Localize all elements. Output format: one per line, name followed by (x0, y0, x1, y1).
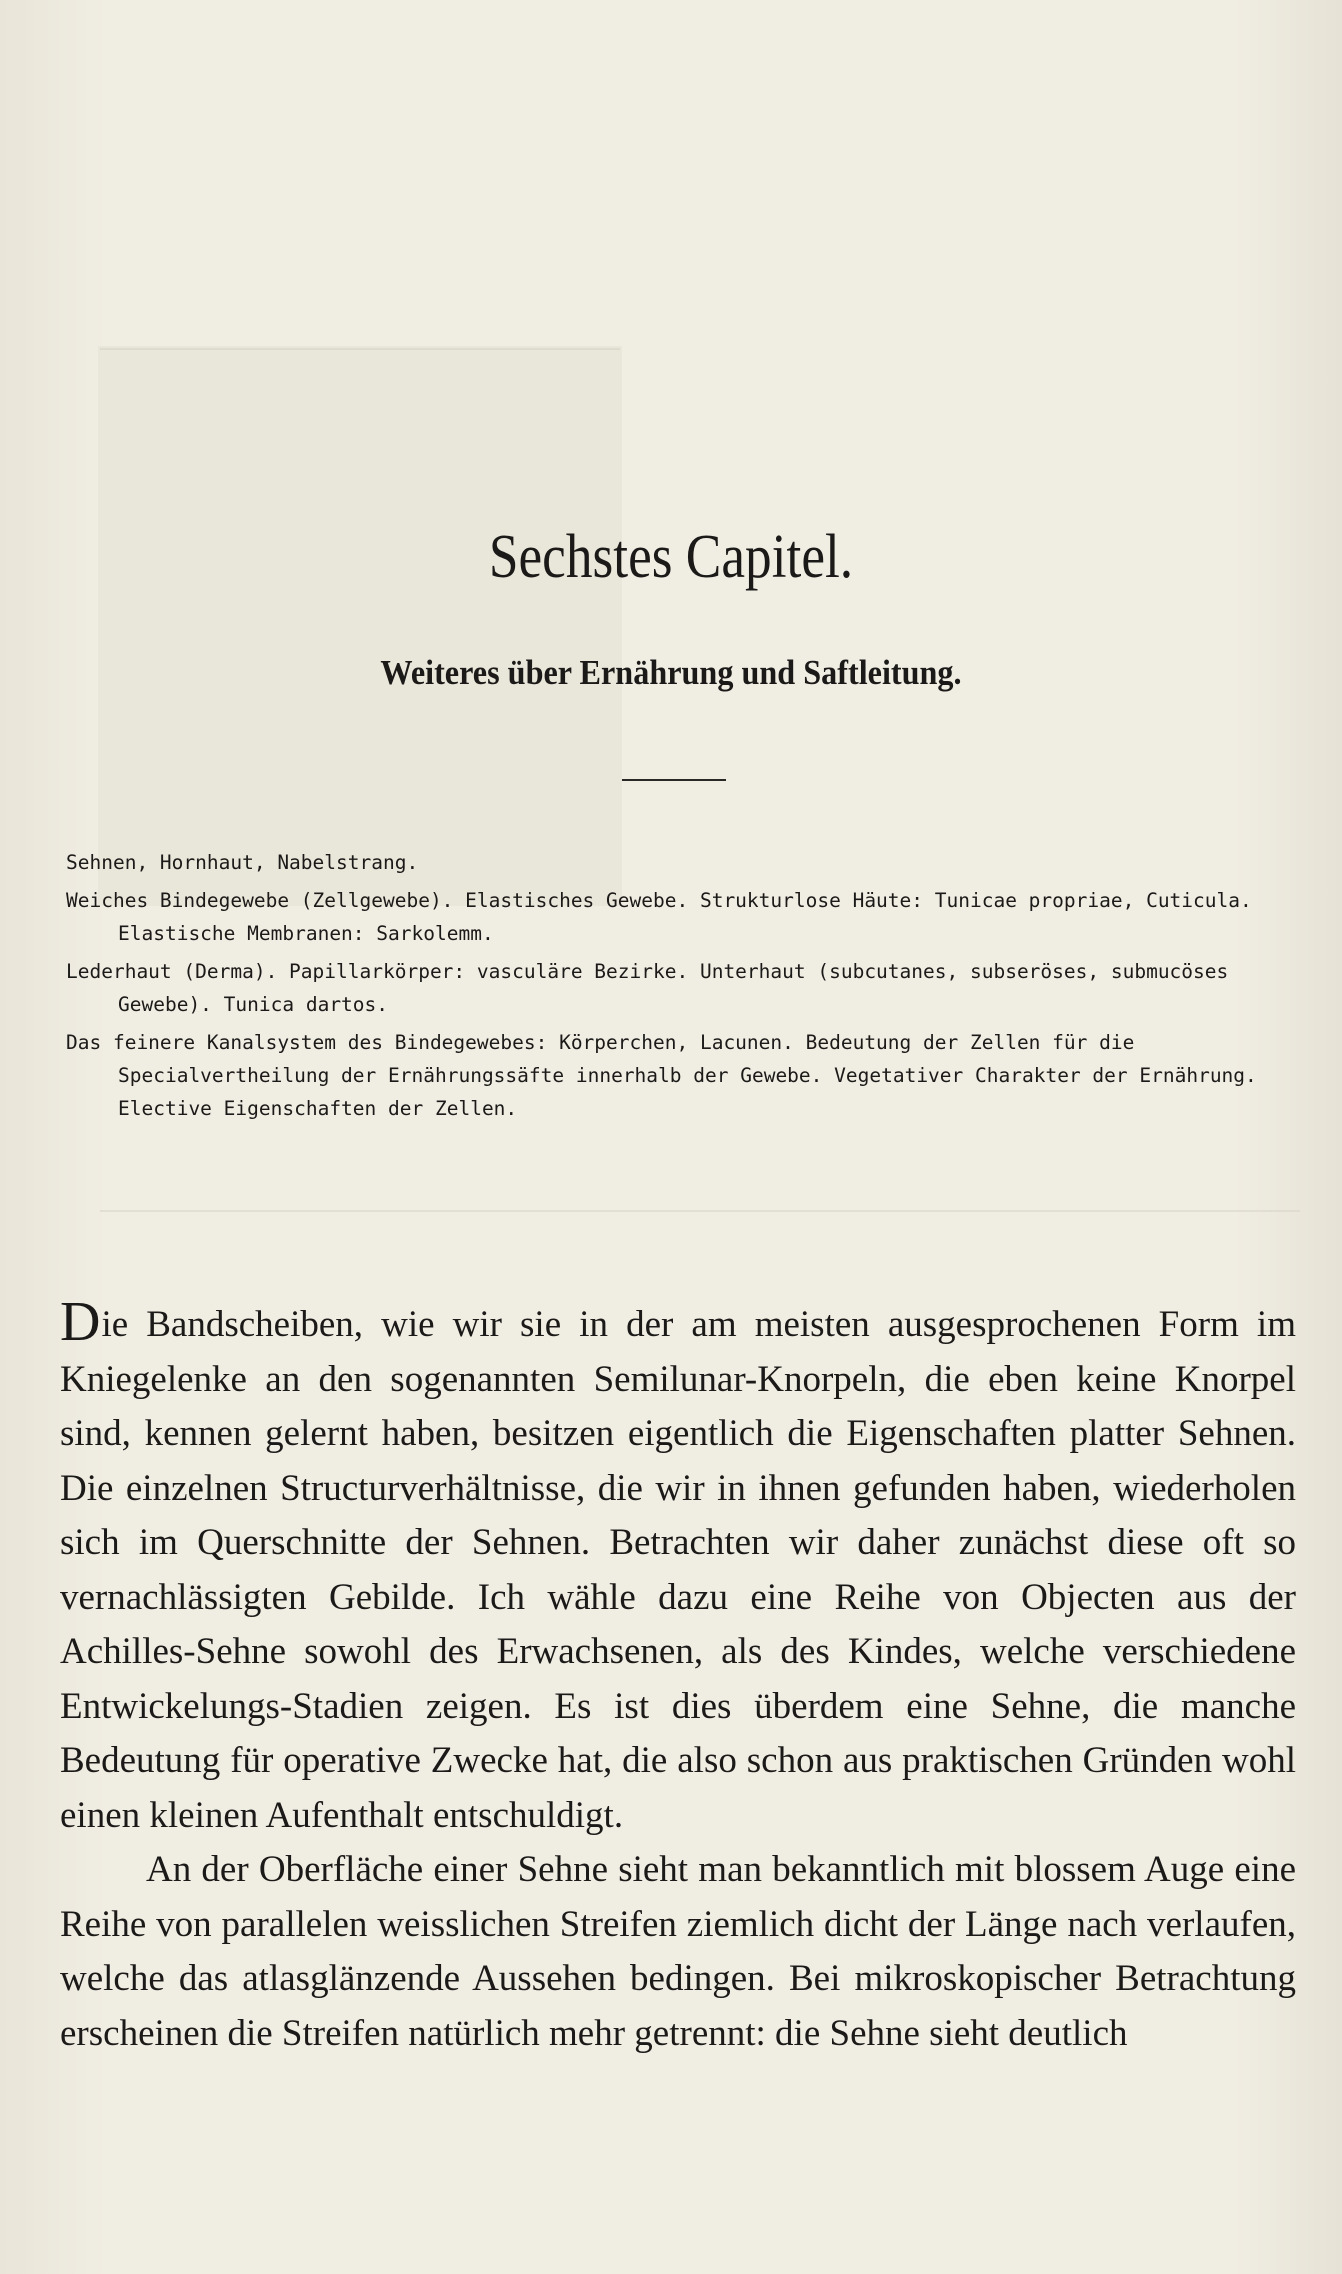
bleed-through-figure (98, 346, 622, 906)
chapter-title: Sechstes Capitel. (488, 523, 854, 591)
bleed-through-line (100, 1210, 1300, 1212)
chapter-subtitle: Weiteres über Ernährung und Saftleitung. (380, 653, 962, 692)
summary-item: Das feinere Kanalsystem des Bindegewebes: Körperchen, Lacunen. Bedeutung der Zellen für die Specialvertheilung der Ernährungssäfte innerhalb der Gewebe. Vegetativer Charakter der Ernährung. Elective Eigenschaften der Zellen. (66, 1031, 1257, 1120)
bleed-through-line (100, 348, 620, 350)
title-divider (622, 779, 726, 781)
paragraph-text: ie Bandscheiben, wie wir sie in der am meisten ausgesprochenen Form im Kniegelenke an den sogenannten Semilunar-Knorpeln, die eben keine Knorpel sind, kennen gelernt haben, besitzen eigentlich die Eigenschaften platter Sehnen. Die einzelnen Structurverhältnisse, die wir in ihnen gefunden haben, wiederholen sich im Querschnitte der Sehnen. Betrachten wir daher zunächst diese oft so vernachlässigten Gebilde. Ich wähle dazu eine Reihe von Objecten aus der Achilles-Sehne sowohl des Erwachsenen, als des Kindes, welche verschiedene Entwickelungs-Stadien zeigen. Es ist dies überdem eine Sehne, die manche Bedeutung für operative Zwecke hat, die also schon aus praktischen Gründen wohl einen kleinen Aufenthalt entschuldigt. (60, 1304, 1296, 1836)
drop-cap: D (60, 1291, 101, 1353)
summary-item: Sehnen, Hornhaut, Nabelstrang. (66, 851, 419, 874)
summary-item: Lederhaut (Derma). Papillarkörper: vasculäre Bezirke. Unterhaut (subcutanes, subseröses, submucöses Gewebe). Tunica dartos. (66, 960, 1229, 1016)
paragraph: An der Oberfläche einer Sehne sieht man bekanntlich mit blossem Auge eine Reihe von parallelen weisslichen Streifen ziemlich dicht der Länge nach verlaufen, welche das atlasglänzende Aussehen bedingen. Bei mikroskopischer Betrachtung erscheinen die Streifen natürlich mehr getrennt: die Sehne sieht deutlich (60, 1849, 1296, 2054)
paragraph (60, 1291, 1296, 1843)
summary-item: Weiches Bindegewebe (Zellgewebe). Elastisches Gewebe. Strukturlose Häute: Tunicae propriae, Cuticula. Elastische Membranen: Sarkolemm. (66, 889, 1252, 945)
body-text (60, 1291, 1296, 2061)
chapter-summary (66, 846, 1296, 1130)
